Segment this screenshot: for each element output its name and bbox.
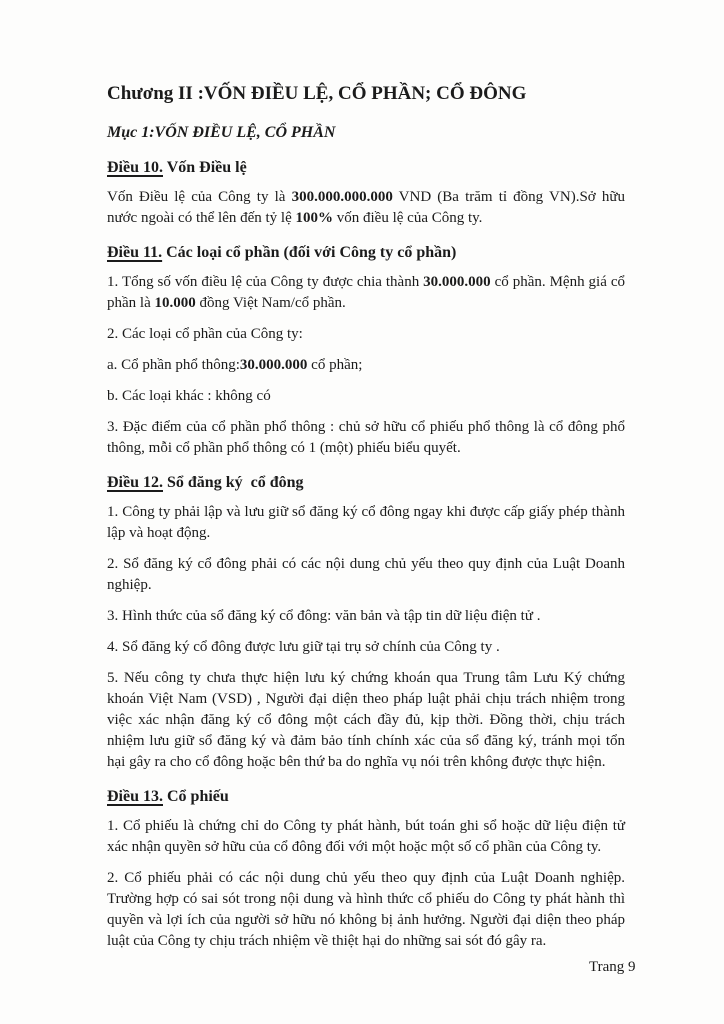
article-heading [107, 787, 625, 807]
paragraph [107, 502, 625, 544]
article-heading [107, 158, 625, 178]
article-heading [107, 243, 625, 263]
document-content [107, 82, 625, 962]
article-title: Vốn Điều lệ [163, 159, 247, 176]
article-number: Điều 12. [107, 474, 163, 491]
text-segment: cổ phần. Mệnh giá cổ phần là [107, 274, 625, 311]
article [107, 243, 625, 459]
article [107, 787, 625, 952]
text-segment: 5. Nếu công ty chưa thực hiện lưu ký chứng khoán qua Trung tâm Lưu Ký chứng khoán Việt Nam (VSD) , Người đại diện theo pháp luật phải chịu trách nhiệm trong việc xác nhận đăng ký cổ đông một cách đầy đủ, kịp thời. Đồng thời, chịu trách nhiệm lưu giữ sổ đăng ký và đảm bảo tính chính xác của sổ đăng ký, tránh mọi tổn hại gây ra cho cổ đông hoặc bên thứ ba do nghĩa vụ nói trên không được thực hiện. [107, 670, 625, 770]
paragraph [107, 816, 625, 858]
text-segment: a. Cổ phần phổ thông: [107, 357, 240, 373]
bold-text-segment: 30.000.000 [239, 357, 308, 373]
section-title: Mục 1:VỐN ĐIỀU LỆ, CỔ PHẦN [107, 124, 336, 141]
text-segment: 1. Công ty phải lập và lưu giữ sổ đăng ký cổ đông ngay khi được cấp giấy phép thành lập và hoạt động. [107, 504, 625, 541]
text-segment: 2. Các loại cổ phần của Công ty: [107, 326, 303, 342]
article-title: Các loại cổ phần (đối với Công ty cổ phần) [162, 244, 457, 261]
text-segment: cổ phần; [307, 357, 363, 373]
text-segment: 1. Tổng số vốn điều lệ của Công ty được chia thành [107, 274, 424, 290]
text-segment: VND (Ba trăm tỉ đồng VN).Sở hữu nước ngoài có thể lên đến tỷ lệ [107, 189, 625, 226]
article [107, 473, 625, 773]
chapter-title: Chương II :VỐN ĐIỀU LỆ, CỔ PHẦN; CỔ ĐÔNG [107, 83, 527, 104]
articles-container [107, 158, 625, 952]
article-number: Điều 11. [107, 244, 163, 261]
text-segment: đồng Việt Nam/cổ phần. [195, 295, 346, 311]
article-heading [107, 473, 625, 493]
text-segment: Vốn Điều lệ của Công ty là [107, 189, 292, 205]
paragraph [107, 606, 625, 627]
text-segment: 4. Sổ đăng ký cổ đông được lưu giữ tại trụ sở chính của Công ty . [107, 639, 500, 655]
article-number: Điều 10. [107, 159, 163, 176]
paragraph [107, 637, 625, 658]
page-number: Trang 9 [589, 959, 636, 975]
article [107, 158, 625, 229]
bold-text-segment: 300.000.000.000 [291, 189, 393, 205]
paragraph [107, 868, 625, 952]
paragraph [107, 554, 625, 596]
paragraph [107, 386, 625, 407]
text-segment: 2. Cổ phiếu phải có các nội dung chủ yếu theo quy định của Luật Doanh nghiệp. Trường hợp có sai sót trong nội dung và hình thức cổ phiếu do Công ty phát hành thì quyền và lợi ích của người sở hữu nó không bị ảnh hưởng. Người đại diện theo pháp luật của Công ty chịu trách nhiệm về thiệt hại do những sai sót đó gây ra. [107, 870, 625, 949]
text-segment: b. Các loại khác : không có [107, 388, 271, 404]
paragraph [107, 324, 625, 345]
text-segment: vốn điều lệ của Công ty. [333, 210, 483, 226]
text-segment: 3. Hình thức của sổ đăng ký cổ đông: văn bản và tập tin dữ liệu điện tử . [107, 608, 541, 624]
paragraph [107, 187, 625, 229]
bold-text-segment: 100% [295, 210, 334, 226]
text-segment: 1. Cổ phiếu là chứng chỉ do Công ty phát hành, bút toán ghi sổ hoặc dữ liệu điện tử xác nhận quyền sở hữu của cổ đông đối với một hoặc một số cổ phần của Công ty. [107, 818, 625, 855]
bold-text-segment: 10.000 [154, 295, 196, 311]
article-title: Sổ đăng ký cổ đông [163, 474, 304, 491]
bold-text-segment: 30.000.000 [423, 274, 491, 290]
paragraph [107, 355, 625, 376]
article-title: Cổ phiếu [163, 788, 229, 805]
text-segment: 2. Sổ đăng ký cổ đông phải có các nội dung chủ yếu theo quy định của Luật Doanh nghiệp. [107, 556, 625, 593]
paragraph [107, 272, 625, 314]
paragraph [107, 417, 625, 459]
text-segment: 3. Đặc điểm của cổ phần phổ thông : chủ sở hữu cổ phiếu phổ thông là cổ đông phổ thông, mỗi cổ phần phổ thông có 1 (một) phiếu biểu quyết. [107, 419, 625, 456]
paragraph [107, 668, 625, 773]
article-number: Điều 13. [107, 788, 163, 805]
